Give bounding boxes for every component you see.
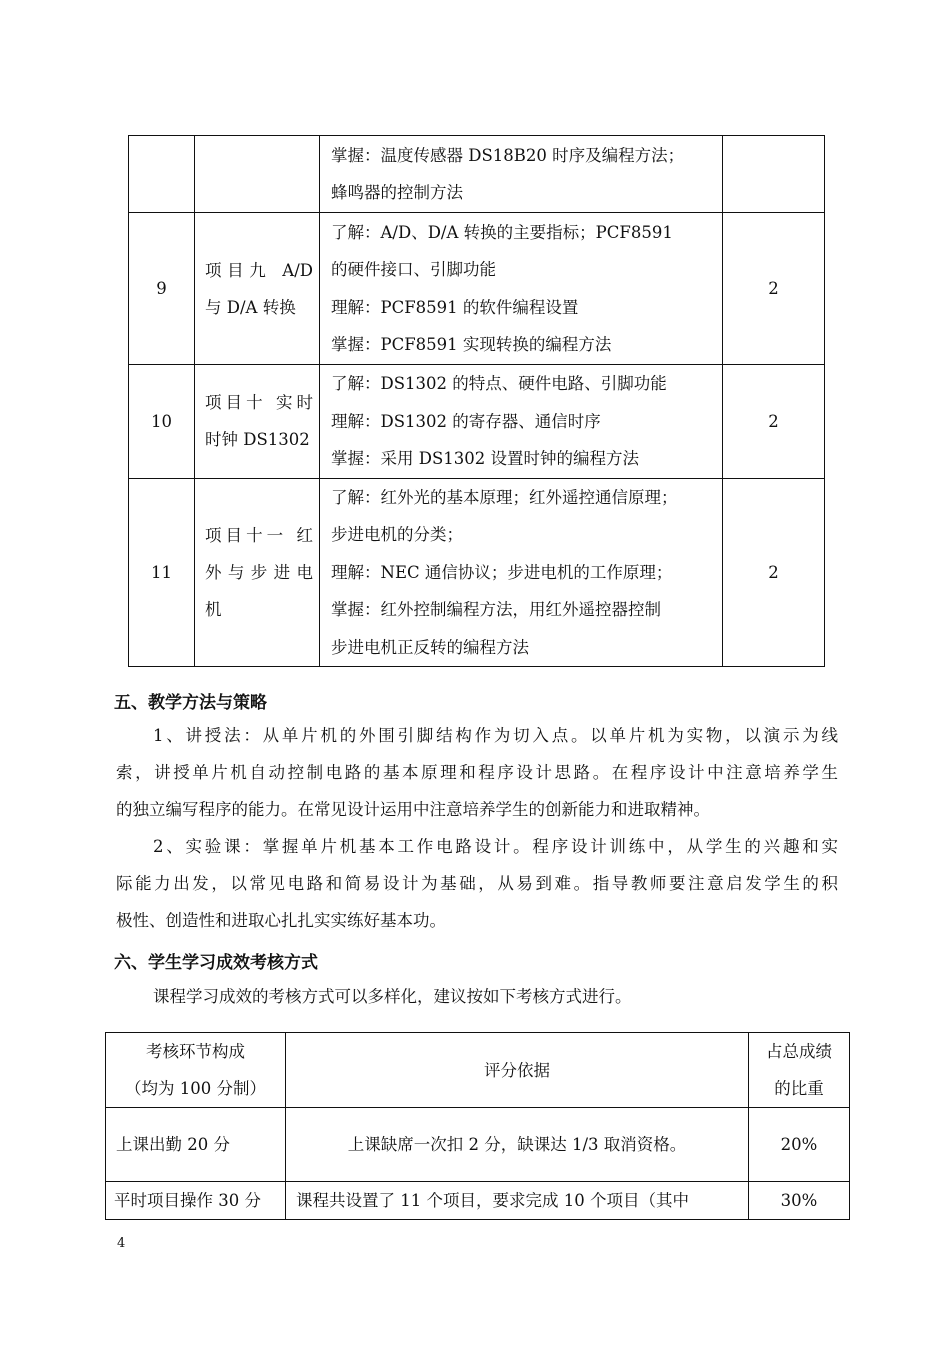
paragraph-line: 极性、创造性和进取心扎扎实实练好基本功。 — [116, 911, 446, 930]
page-number: 4 — [117, 1236, 126, 1251]
project-hours: 2 — [723, 365, 825, 479]
paragraph — [116, 828, 838, 939]
assessment-weight: 20% — [749, 1108, 850, 1182]
project-name — [195, 365, 320, 479]
project-name-line: 与 D/A 转换 — [205, 297, 296, 317]
assessment-item: 上课出勤 20 分 — [106, 1108, 286, 1182]
row-number: 11 — [129, 478, 195, 667]
header-cell — [749, 1033, 850, 1108]
assessment-basis: 上课缺席一次扣 2 分，缺课达 1/3 取消资格。 — [286, 1108, 749, 1182]
objective-line: 掌握：温度传感器 DS18B20 时序及编程方法； — [331, 145, 685, 165]
paragraph-line: 2、实验课：掌握单片机基本工作电路设计。程序设计训练中，从学生的兴趣和实 — [153, 837, 838, 856]
project-name-line: 外与步进电 — [205, 562, 313, 582]
paragraph-line: 的独立编写程序的能力。在常见设计运用中注意培养学生的创新能力和进取精神。 — [116, 800, 710, 819]
objective-line: 蜂鸣器的控制方法 — [331, 183, 463, 202]
paragraph — [116, 717, 838, 828]
objective-line: 掌握：红外控制编程方法，用红外遥控器控制 — [331, 600, 661, 619]
objective-line: 步进电机的分类； — [331, 525, 463, 544]
table-row — [129, 136, 825, 213]
row-number — [129, 136, 195, 213]
objective-line: 理解：PCF8591 的软件编程设置 — [331, 297, 579, 317]
assessment-item: 平时项目操作 30 分 — [106, 1182, 286, 1220]
schedule-table — [128, 135, 825, 667]
project-hours: 2 — [723, 478, 825, 667]
assessment-weight: 30% — [749, 1182, 850, 1220]
project-name — [195, 136, 320, 213]
objective-line: 掌握：采用 DS1302 设置时钟的编程方法 — [331, 449, 640, 468]
paragraph — [116, 978, 838, 1015]
project-objectives — [320, 478, 723, 667]
project-name-line: 项目九 A/D — [205, 260, 313, 280]
project-name — [195, 213, 320, 365]
header-line: （均为 100 分制） — [125, 1079, 266, 1098]
row-number: 10 — [129, 365, 195, 479]
table-row — [129, 365, 825, 479]
table-row — [129, 213, 825, 365]
header-cell: 评分依据 — [286, 1033, 749, 1108]
objective-line: 掌握：PCF8591 实现转换的编程方法 — [331, 335, 612, 354]
header-line: 占总成绩 — [766, 1042, 832, 1061]
project-hours — [723, 136, 825, 213]
project-objectives — [320, 365, 723, 479]
objective-line: 了解：DS1302 的特点、硬件电路、引脚功能 — [331, 374, 667, 393]
objective-line: 步进电机正反转的编程方法 — [331, 637, 529, 657]
table-row — [106, 1182, 850, 1220]
project-name-line: 项目十 实时 — [205, 393, 313, 413]
table-row — [129, 478, 825, 667]
objective-line: 的硬件接口、引脚功能 — [331, 260, 496, 279]
header-line: 的比重 — [774, 1079, 824, 1098]
objective-line: 理解：DS1302 的寄存器、通信时序 — [331, 411, 601, 431]
paragraph-line: 际能力出发，以常见电路和简易设计为基础，从易到难。指导教师要注意启发学生的积 — [116, 874, 838, 893]
project-objectives — [320, 136, 723, 213]
header-line: 考核环节构成 — [146, 1042, 245, 1061]
project-hours: 2 — [723, 213, 825, 365]
project-name — [195, 478, 320, 667]
project-name-line: 时钟 DS1302 — [205, 430, 310, 450]
header-cell — [106, 1033, 286, 1108]
table-header-row — [106, 1033, 850, 1108]
table-row — [106, 1108, 850, 1182]
section-heading: 六、学生学习成效考核方式 — [114, 953, 318, 973]
assessment-table — [105, 1032, 850, 1220]
project-objectives — [320, 213, 723, 365]
paragraph-line: 课程学习成效的考核方式可以多样化，建议按如下考核方式进行。 — [153, 987, 632, 1006]
objective-line: 了解：A/D、D/A 转换的主要指标；PCF8591 — [331, 222, 673, 242]
row-number: 9 — [129, 213, 195, 365]
objective-line: 理解：NEC 通信协议；步进电机的工作原理； — [331, 562, 673, 582]
paragraph-line: 索，讲授单片机自动控制电路的基本原理和程序设计思路。在程序设计中注意培养学生 — [116, 763, 838, 782]
objective-line: 了解：红外光的基本原理；红外遥控通信原理； — [331, 487, 678, 507]
section-heading: 五、教学方法与策略 — [114, 693, 267, 713]
project-name-line: 项目十一 红 — [205, 525, 313, 545]
project-name-line: 机 — [205, 599, 222, 619]
paragraph-line: 1、讲授法：从单片机的外围引脚结构作为切入点。以单片机为实物，以演示为线 — [153, 726, 838, 745]
assessment-basis: 课程共设置了 11 个项目，要求完成 10 个项目（其中 — [286, 1182, 749, 1220]
